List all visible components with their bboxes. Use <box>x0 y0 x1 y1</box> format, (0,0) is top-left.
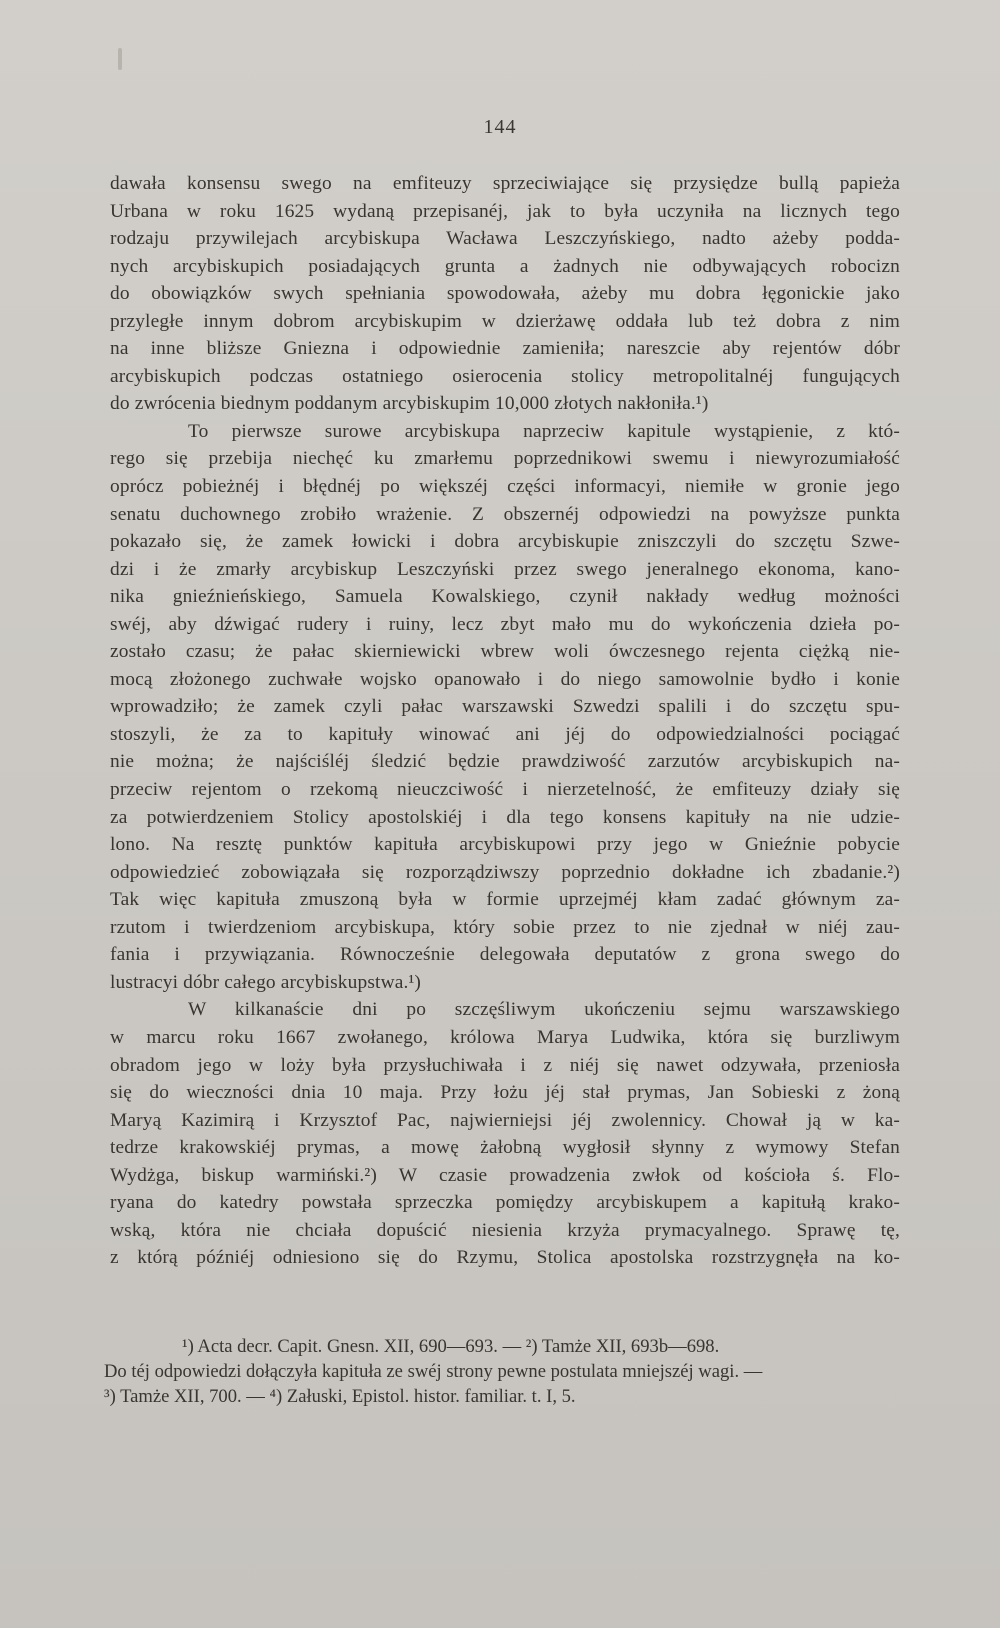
footnote-line: ³) Tamże XII, 700. — ⁴) Załuski, Epistol. histor. familiar. t. I, 5. <box>104 1386 576 1407</box>
footnotes <box>104 1334 908 1409</box>
text-line: Wydżga, biskup warmiński.²) W czasie prowadzenia zwłok od kościoła ś. Flo- <box>110 1164 900 1186</box>
text-line: lustracyi dóbr całego arcybiskupstwa.¹) <box>110 971 422 993</box>
text-line: wprowadziło; że zamek czyli pałac warszawski Szwedzi spalili i do szczętu spu- <box>110 696 900 718</box>
text-line: w marcu roku 1667 zwołanego, królowa Marya Ludwika, która się burzliwym <box>110 1026 900 1048</box>
text-line: nych arcybiskupich posiadających grunta a żadnych nie odbywających robocizn <box>110 255 900 277</box>
text-line: stoszyli, że za to kapituły winować ani jéj do odpowiedzialności pociągać <box>110 723 900 745</box>
text-line: W kilkanaście dni po szczęśliwym ukończeniu sejmu warszawskiego <box>188 999 900 1021</box>
text-line: nika gnieźnieńskiego, Samuela Kowalskiego, czynił nakłady według możności <box>110 586 900 608</box>
text-line: odpowiedzieć zobowiązała się rozporządziwszy poprzednio dokładne ich zbadanie.²) <box>110 861 900 883</box>
text-line: Urbana w roku 1625 wydaną przepisanéj, jak to była uczyniła na licznych tego <box>110 200 900 222</box>
page-number: 144 <box>483 116 517 138</box>
text-line: mocą złożonego zuchwałe wojsko opanowało i do niego samowolnie bydło i konie <box>110 668 900 690</box>
text-line: obradom jego w loży była przysłuchiwała i z niéj się nawet odzywała, przeniosła <box>110 1054 900 1076</box>
text-line: nie można; że najściśléj śledzić będzie prawdziwość zarzutów arcybiskupich na- <box>110 751 900 773</box>
text-line: przeciw rejentom o rzekomą nieuczciwość i nierzetelność, że emfiteuzy działy się <box>110 779 900 801</box>
text-line: tedrze krakowskiéj prymas, a mowę żałobną wygłosił słynny z wymowy Stefan <box>110 1137 900 1159</box>
text-line: dzi i że zmarły arcybiskup Leszczyński przez swego jeneralnego ekonoma, kano- <box>110 558 900 580</box>
text-line: fania i przywiązania. Równocześnie delegowała deputatów z grona swego do <box>110 944 900 966</box>
text-line: arcybiskupich podczas ostatniego osierocenia stolicy metropolitalnéj fungujących <box>110 365 900 387</box>
text-line: To pierwsze surowe arcybiskupa naprzeciw kapitule wystąpienie, z któ- <box>188 420 900 442</box>
text-line: dawała konsensu swego na emfiteuzy sprzeciwiające się przysiędze bullą papieża <box>110 173 900 194</box>
text-line: lono. Na resztę punktów kapituła arcybiskupowi przy jego w Gnieźnie pobycie <box>110 834 900 856</box>
text-line: swéj, aby dźwigać rudery i ruiny, lecz zbyt mało mu do wykończenia dzieła po- <box>110 613 900 635</box>
text-line: do obowiązków swych spełniania spowodowała, ażeby mu dobra łęgonickie jako <box>110 283 900 305</box>
body-text <box>110 170 900 1272</box>
text-line: ryana do katedry powstała sprzeczka pomiędzy arcybiskupem a kapitułą krako- <box>110 1192 900 1214</box>
text-line: senatu duchownego zrobiło wrażenie. Z obszernéj odpowiedzi na powyższe punkta <box>110 503 900 525</box>
text-line: rego się przebija niechęć ku zmarłemu poprzednikowi swemu i niewyrozumiałość <box>110 448 900 470</box>
text-line: pokazało się, że zamek łowicki i dobra arcybiskupie zniszczyli do szczętu Szwe- <box>110 531 900 553</box>
text-line: wską, która nie chciała dopuścić niesienia krzyża prymacyalnego. Sprawę tę, <box>110 1219 900 1241</box>
footnote-line: ¹) Acta decr. Capit. Gnesn. XII, 690—693. — ²) Tamże XII, 693b—698. <box>182 1336 720 1357</box>
text-line: za potwierdzeniem Stolicy apostolskiéj i dla tego konsens kapituły na nie udzie- <box>110 806 900 828</box>
text-line: do zwrócenia biednym poddanym arcybiskupim 10,000 złotych nakłoniła.¹) <box>110 393 709 415</box>
text-line: rodzaju przywilejach arcybiskupa Wacława Leszczyńskiego, nadto ażeby podda- <box>110 228 900 250</box>
text-line: zostało czasu; że pałac skierniewicki wbrew woli ówczesnego rejenta ciężką nie- <box>110 641 900 663</box>
text-line: rzutom i twierdzeniom arcybiskupa, który sobie przez to nie zjednał w niéj zau- <box>110 916 900 938</box>
text-line: na inne bliższe Gniezna i odpowiednie zamieniła; nareszcie aby rejentów dóbr <box>110 338 900 360</box>
text-line: się do wieczności dnia 10 maja. Przy łożu jéj stał prymas, Jan Sobieski z żoną <box>110 1082 900 1104</box>
footnote-line: Do téj odpowiedzi dołączyła kapituła ze swéj strony pewne postulata mniejszéj wagi. — <box>104 1361 763 1382</box>
text-line: z którą późniéj odniesiono się do Rzymu, Stolica apostolska rozstrzygnęła na ko- <box>110 1247 900 1269</box>
text-line: oprócz pobieżnéj i błędnéj po większéj części informacyi, niemiłe w gronie jego <box>110 476 900 498</box>
text-line: Tak więc kapituła zmuszoną była w formie uprzejméj kłam zadać głównym za- <box>110 889 900 911</box>
text-line: Maryą Kazimirą i Krzysztof Pac, najwierniejsi jéj zwolennicy. Chował ją w ka- <box>110 1109 900 1131</box>
scan-mark <box>118 48 122 70</box>
text-line: przyległe innym dobrom arcybiskupim w dzierżawę oddała lub też dobra z nim <box>110 310 900 332</box>
